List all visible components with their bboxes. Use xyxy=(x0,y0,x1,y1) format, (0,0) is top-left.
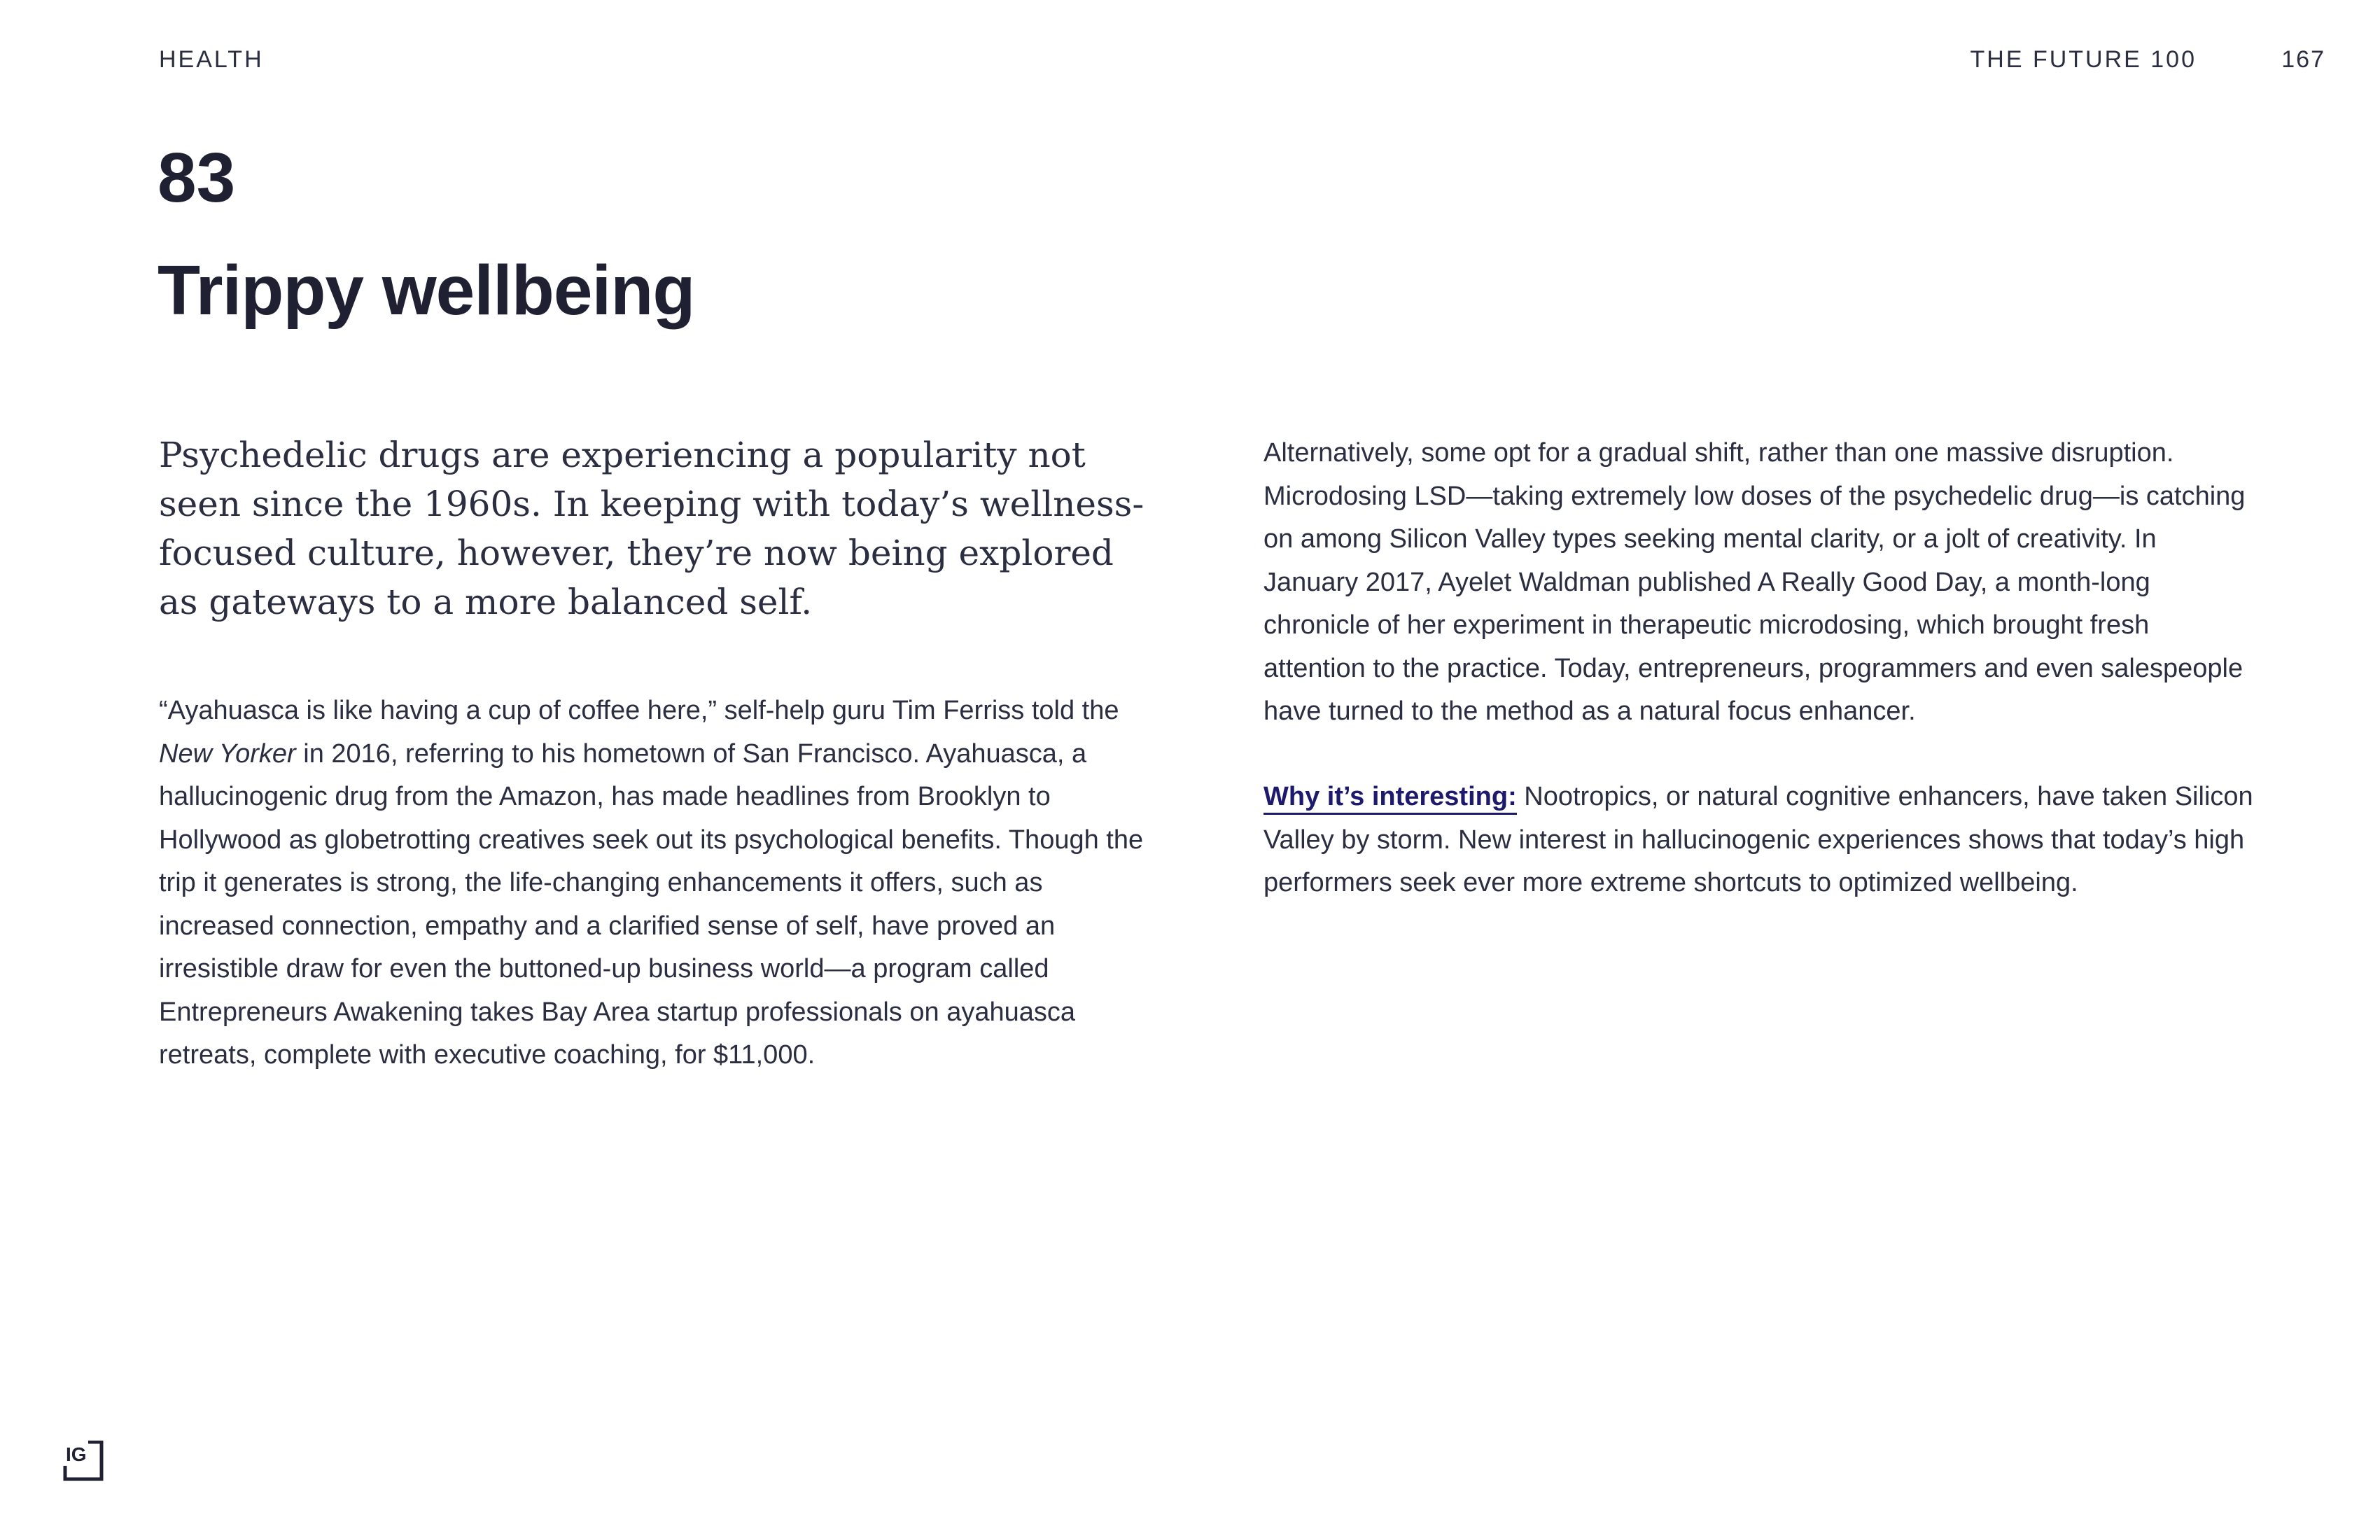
trend-number: 83 xyxy=(158,139,236,217)
running-header-publication: THE FUTURE 100 xyxy=(1970,46,2197,73)
ig-logo-icon xyxy=(63,1441,104,1481)
right-column-paragraph: Alternatively, some opt for a gradual shift, rather than one massive disruption. Microdosing LSD—taking extremely low doses of the psychedelic drug—is catching on among Silicon Valley types seeking mental clarity, or a jolt of creativity. In January 2017, Ayelet Waldman published A Really Good Day, a month-long chronicle of her experiment in therapeutic microdosing, which brought fresh attention to the practice. Today, entrepreneurs, programmers and even salespeople have turned to the method as a natural focus enhancer. xyxy=(1264,438,2246,726)
left-column-paragraph xyxy=(159,690,1153,1077)
why-interesting-label: Why it’s interesting: xyxy=(1264,782,1517,815)
left-paragraph-end: in 2016, referring to his hometown of San Francisco. Ayahuasca, a hallucinogenic drug from the Amazon, has made headlines from Brooklyn to Hollywood as globetrotting creatives seek out its psychological benefits. Though the trip it generates is strong, the life-changing enhancements it offers, such as increased connection, empathy and a clarified sense of self, have proved an irresistible draw for even the buttoned-up business world—a program called Entrepreneurs Awakening takes Bay Area startup professionals on ayahuasca retreats, complete with executive coaching, for $11,000. xyxy=(159,738,1144,1070)
intro-paragraph: Psychedelic drugs are experiencing a popularity not seen since the 1960s. In keeping with today’s wellness-focused culture, however, they’re now being explored as gateways to a more balanced self. xyxy=(159,435,1144,622)
trend-title: Trippy wellbeing xyxy=(158,251,695,330)
page-number: 167 xyxy=(2281,46,2325,73)
publication-name: New Yorker xyxy=(159,738,296,769)
why-interesting-paragraph xyxy=(1264,776,2258,905)
left-paragraph-start: “Ayahuasca is like having a cup of coffee here,” self-help guru Tim Ferriss told the xyxy=(159,696,1119,725)
ig-logo-text: IG xyxy=(66,1443,87,1465)
why-interesting-text: Nootropics, or natural cognitive enhancers, have taken Silicon Valley by storm. New interest in hallucinogenic experiences shows that today’s high performers seek ever more extreme shortcuts to optimized wellbeing. xyxy=(1264,782,2253,897)
running-header-section: HEALTH xyxy=(159,46,264,73)
